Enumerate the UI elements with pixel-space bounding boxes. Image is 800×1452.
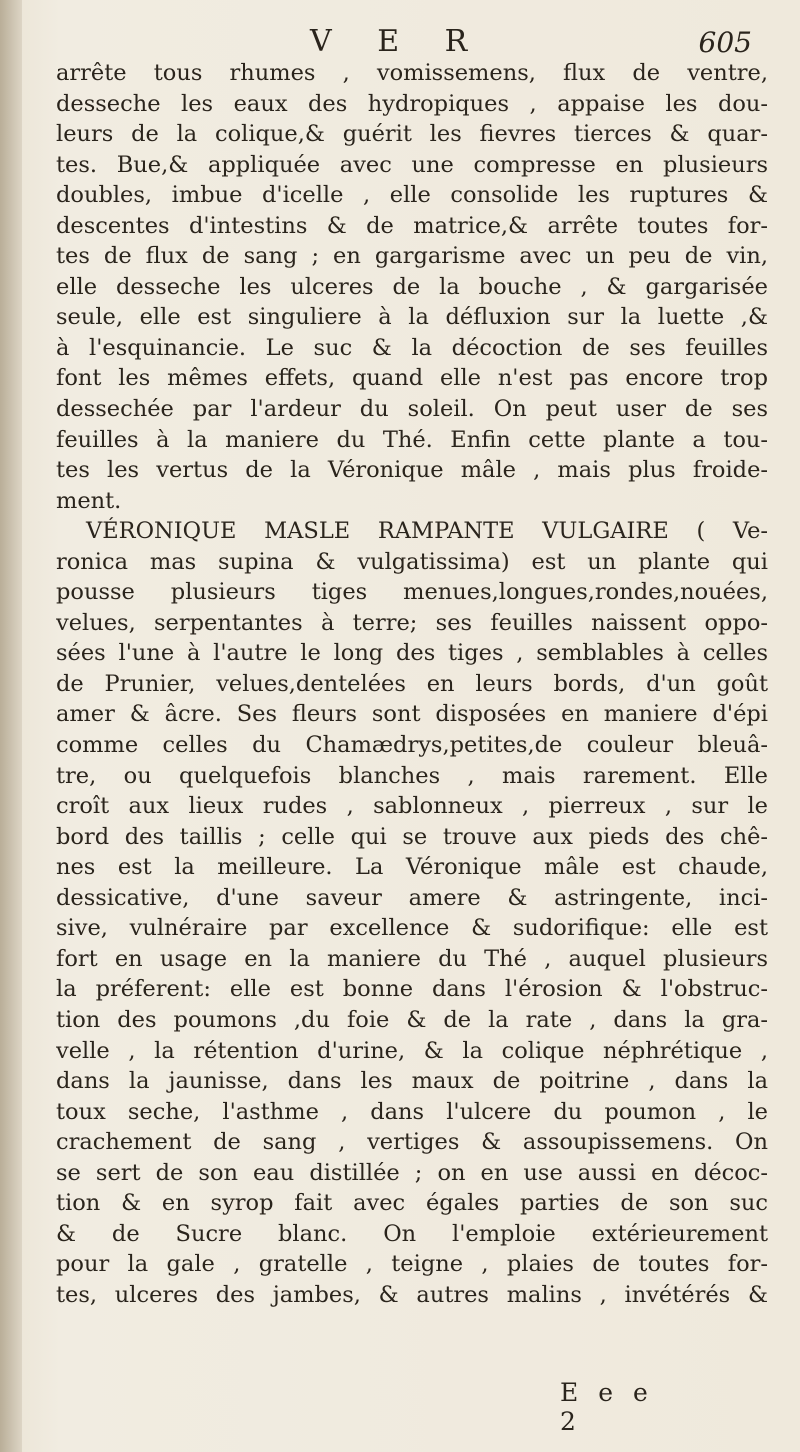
text-line: tes. Bue,& appliquée avec une compresse en plusieurs [56, 151, 768, 178]
signature-mark: E e e 2 [560, 1378, 654, 1436]
text-line: velues, serpentantes à terre; ses feuilles naissent oppo- [56, 609, 768, 636]
text-line: pousse plusieurs tiges menues,longues,rondes,nouées, [56, 579, 768, 606]
text-line: toux seche, l'asthme , dans l'ulcere du poumon , le [56, 1098, 768, 1125]
text-line: tes les vertus de la Véronique mâle , mais plus froide- [56, 457, 768, 484]
text-line: tion des poumons ,du foie & de la rate , dans la gra- [56, 1006, 768, 1033]
page-number: 605 [698, 26, 752, 59]
text-line: comme celles du Chamædrys,petites,de couleur bleuâ- [56, 732, 768, 759]
text-line: de Prunier, velues,dentelées en leurs bords, d'un goût [56, 670, 768, 697]
text-line: se sert de son eau distillée ; on en use aussi en décoc- [56, 1159, 768, 1186]
text-line: crachement de sang , vertiges & assoupissemens. On [56, 1129, 768, 1156]
text-line: seule, elle est singuliere à la défluxion sur la luette ,& [56, 304, 768, 331]
running-head: V E R [310, 24, 486, 59]
text-line: desseche les eaux des hydropiques , appaise les dou- [56, 90, 768, 117]
text-line: tion & en syrop fait avec égales parties de son suc [56, 1190, 768, 1217]
text-line: sées l'une à l'autre le long des tiges , semblables à celles [56, 640, 768, 667]
text-line: elle desseche les ulceres de la bouche , & gargarisée [56, 273, 768, 300]
text-line: tes, ulceres des jambes, & autres malins , invétérés & [56, 1281, 768, 1308]
entry-heading-line: VÉRONIQUE MASLE RAMPANTE VULGAIRE ( Ve- [86, 518, 768, 545]
body-text [56, 58, 768, 1310]
page-header [60, 18, 760, 62]
text-line: nes est la meilleure. La Véronique mâle est chaude, [56, 854, 768, 881]
text-line: ment. [56, 487, 122, 514]
text-line: dans la jaunisse, dans les maux de poitrine , dans la [56, 1068, 768, 1095]
page-footer [560, 1378, 680, 1436]
text-line: fort en usage en la maniere du Thé , auquel plusieurs [56, 945, 768, 972]
text-line: tes de flux de sang ; en gargarisme avec un peu de vin, [56, 243, 768, 270]
text-line: amer & âcre. Ses fleurs sont disposées en maniere d'épi [56, 701, 768, 728]
text-line: arrête tous rhumes , vomissemens, flux de ventre, [56, 60, 768, 86]
text-line: velle , la rétention d'urine, & la colique néphrétique , [56, 1037, 768, 1064]
text-line: & de Sucre blanc. On l'emploie extérieurement [56, 1220, 768, 1247]
text-line: dessicative, d'une saveur amere & astringente, inci- [56, 884, 768, 911]
page-binding-edge [0, 0, 22, 1452]
text-line: doubles, imbue d'icelle , elle consolide les ruptures & [56, 182, 768, 209]
text-line: la préferent: elle est bonne dans l'érosion & l'obstruc- [56, 976, 768, 1003]
text-line: font les mêmes effets, quand elle n'est pas encore trop [56, 365, 768, 392]
text-line: sive, vulnéraire par excellence & sudorifique: elle est [56, 915, 768, 942]
text-line: leurs de la colique,& guérit les fievres tierces & quar- [56, 121, 768, 148]
text-line: dessechée par l'ardeur du soleil. On peut user de ses [56, 396, 768, 423]
text-line: à l'esquinancie. Le suc & la décoction de ses feuilles [56, 334, 768, 361]
text-line: ronica mas supina & vulgatissima) est un plante qui [56, 548, 768, 575]
text-line: tre, ou quelquefois blanches , mais rarement. Elle [56, 762, 768, 789]
text-line: feuilles à la maniere du Thé. Enfin cette plante a tou- [56, 426, 768, 453]
text-line: bord des taillis ; celle qui se trouve aux pieds des chê- [56, 823, 768, 850]
text-line: croît aux lieux rudes , sablonneux , pierreux , sur le [56, 793, 768, 820]
text-line: pour la gale , gratelle , teigne , plaies de toutes for- [56, 1251, 768, 1278]
text-line: descentes d'intestins & de matrice,& arrête toutes for- [56, 212, 768, 239]
